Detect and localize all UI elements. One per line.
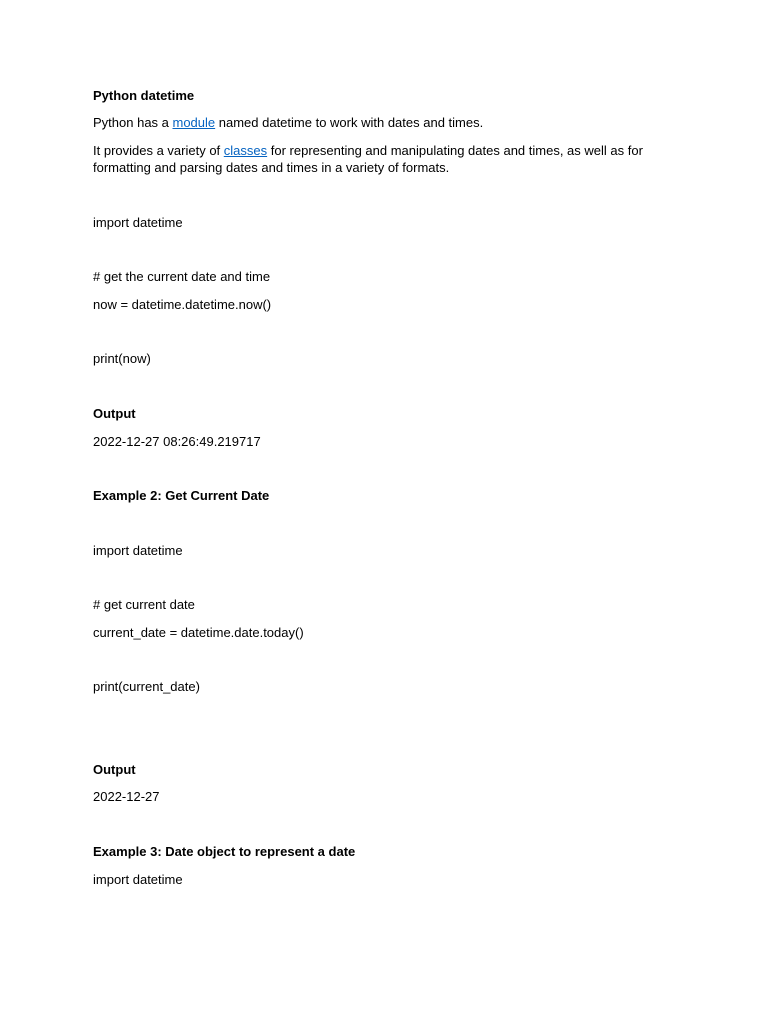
- description-text-before: It provides a variety of: [93, 143, 224, 158]
- example2-output-heading: Output: [93, 762, 136, 777]
- intro-paragraph: [93, 114, 483, 131]
- example3-import-line: import datetime: [93, 872, 183, 887]
- module-link[interactable]: module: [172, 115, 216, 130]
- example1-assign-line: now = datetime.datetime.now(): [93, 297, 272, 312]
- example1-output-value: 2022-12-27 08:26:49.219717: [93, 434, 261, 449]
- intro-text-before: Python has a: [93, 115, 173, 130]
- classes-link[interactable]: classes: [223, 143, 268, 158]
- example1-output-heading: Output: [93, 406, 136, 421]
- example3-heading: Example 3: Date object to represent a date: [93, 844, 356, 859]
- example2-output-value: 2022-12-27: [93, 789, 160, 804]
- document-title: Python datetime: [93, 88, 195, 103]
- description-paragraph: [93, 142, 653, 176]
- example1-import-line: import datetime: [93, 215, 183, 230]
- intro-text-after: named datetime to work with dates and times.: [215, 115, 484, 130]
- example1-comment-line: # get the current date and time: [93, 269, 271, 284]
- example2-heading: Example 2: Get Current Date: [93, 488, 270, 503]
- description-text-after: for representing and manipulating dates and times, as well as for formatting and parsing dates and times in a variety of formats.: [93, 143, 643, 175]
- example2-comment-line: # get current date: [93, 597, 195, 612]
- example2-assign-line: current_date = datetime.date.today(): [93, 625, 304, 640]
- example2-print-line: print(current_date): [93, 679, 200, 694]
- example1-print-line: print(now): [93, 351, 151, 366]
- example2-import-line: import datetime: [93, 543, 183, 558]
